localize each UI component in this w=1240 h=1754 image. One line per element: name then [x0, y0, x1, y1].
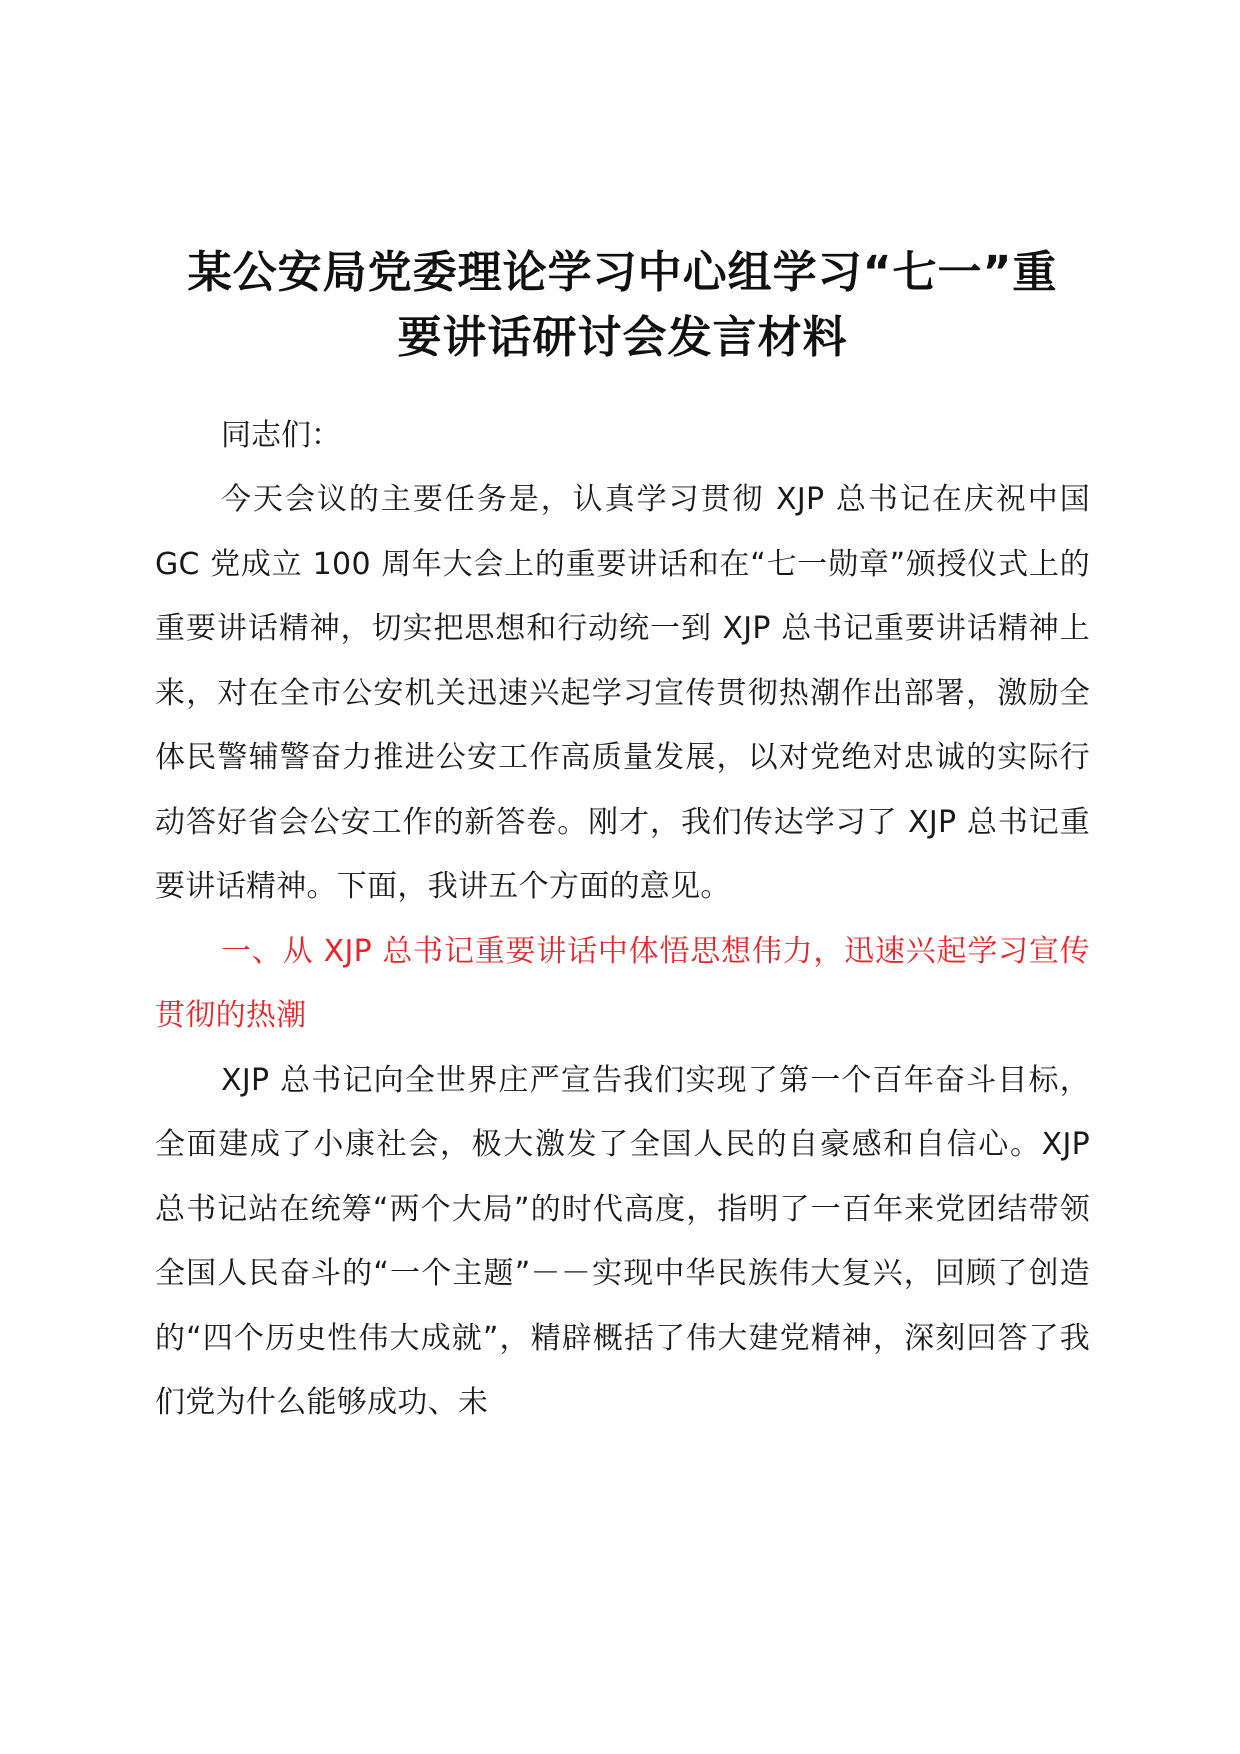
- paragraph-intro: 今天会议的主要任务是，认真学习贯彻 XJP 总书记在庆祝中国 GC 党成立 100 周年大会上的重要讲话和在“七一勋章”颁授仪式上的重要讲话精神，切实把思想和行动统一到 XJP 总书记重要讲话精神上来，对在全市公安机关迅速兴起学习宣传贯彻热潮作出部署，激励全体民警辅警奋力推进公安工作高质量发展，以对党绝对忠诚的实际行动答好省会公安工作的新答卷。刚才，我们传达学习了 XJP 总书记重要讲话精神。下面，我讲五个方面的意见。: [155, 482, 1090, 904]
- title-line-1: 某公安局党委理论学习中心组学习“七一”重: [187, 247, 1058, 298]
- paragraph-section-1: XJP 总书记向全世界庄严宣告我们实现了第一个百年奋斗目标，全面建成了小康社会，极大激发了全国人民的自豪感和自信心。XJP 总书记站在统筹“两个大局”的时代高度，指明了一百年来党团结带领全国人民奋斗的“一个主题”－－实现中华民族伟大复兴，回顾了创造的“四个历史性伟大成就”，精辟概括了伟大建党精神，深刻回答了我们党为什么能够成功、未: [155, 1062, 1090, 1420]
- document-body: [155, 240, 1090, 1436]
- document-title: [155, 240, 1090, 370]
- title-line-2: 要讲话研讨会发言材料: [397, 312, 848, 363]
- salutation: 同志们：: [221, 418, 341, 453]
- section-heading-1: 一、从 XJP 总书记重要讲话中体悟思想伟力，迅速兴起学习宣传贯彻的热潮: [155, 933, 1090, 1033]
